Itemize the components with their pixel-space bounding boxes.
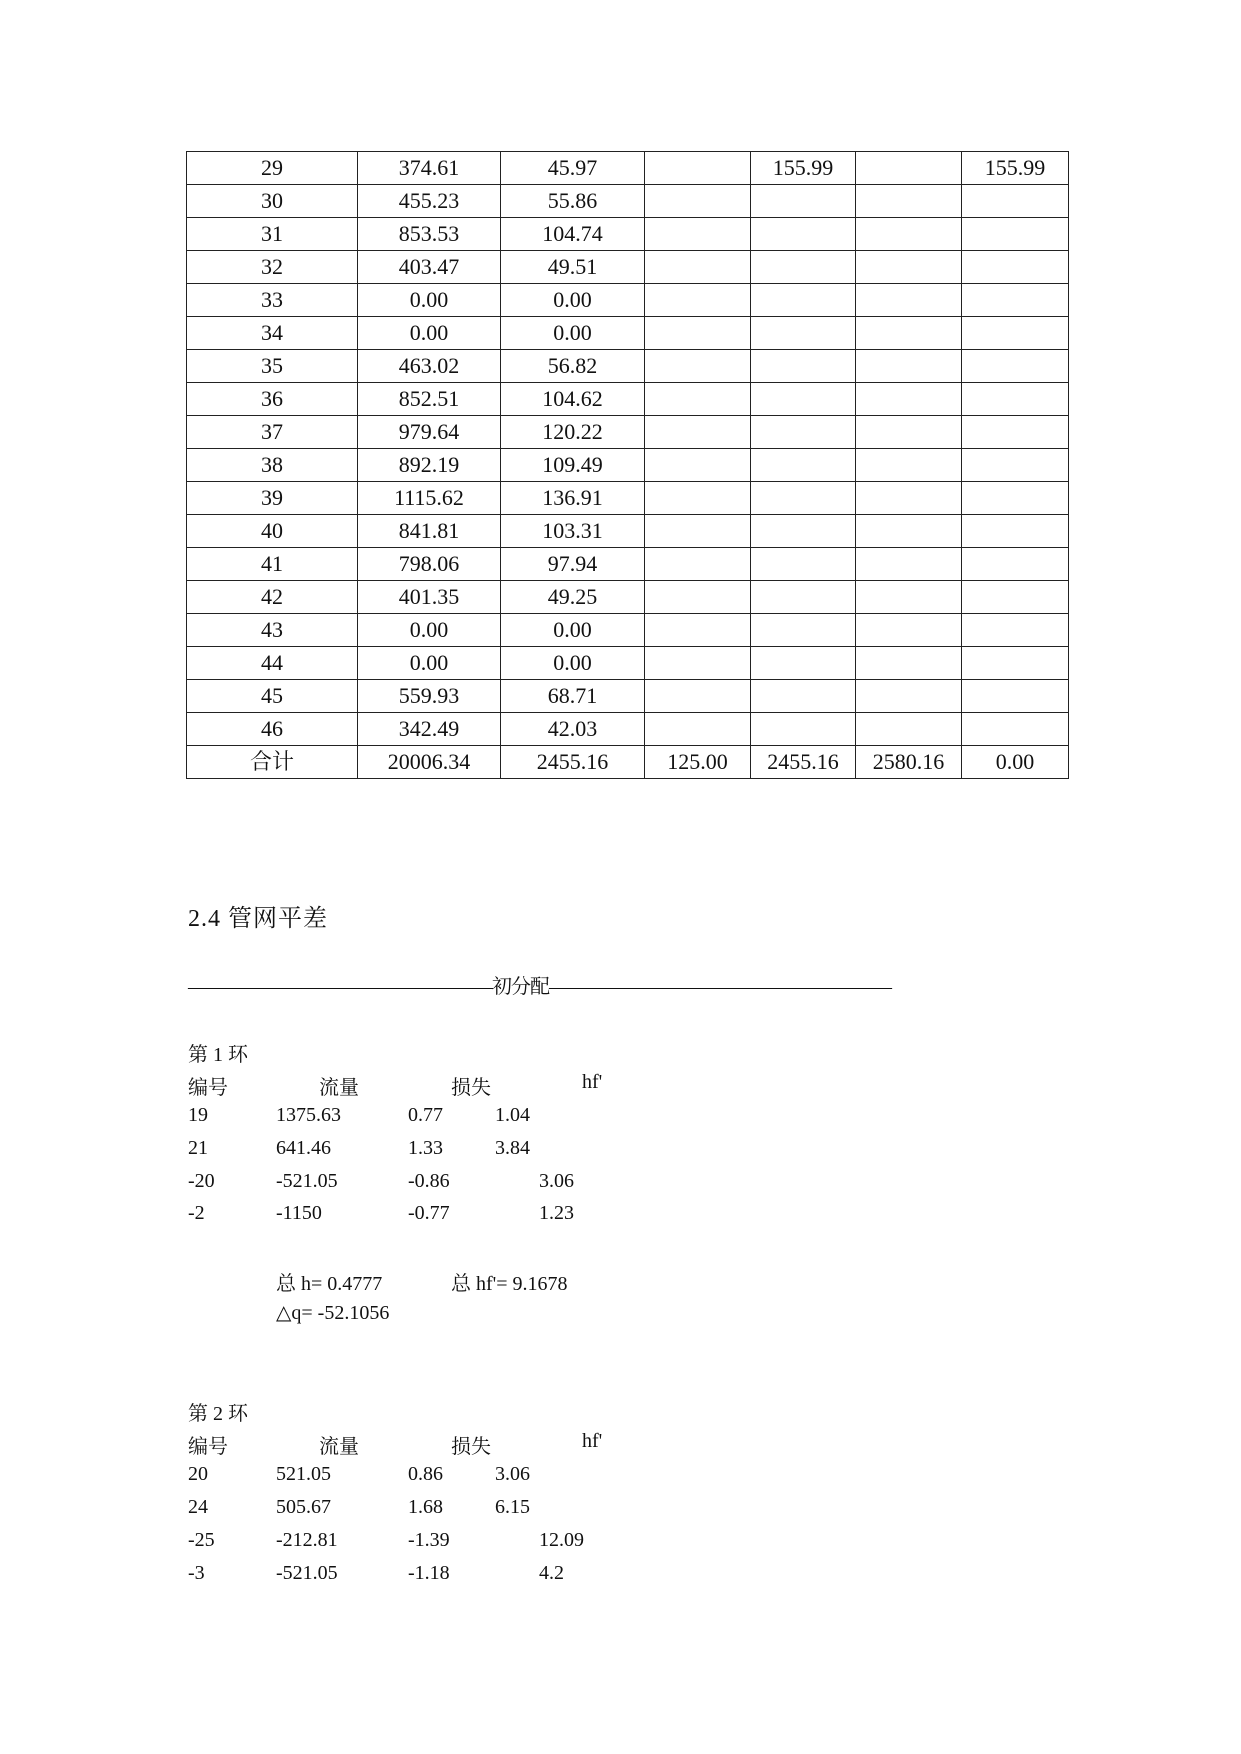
table-cell (751, 449, 856, 482)
loop-2-row-4-id: -3 (188, 1562, 205, 1584)
table-row (187, 647, 1069, 680)
table-cell (645, 548, 751, 581)
table-cell (645, 383, 751, 416)
table-cell (645, 251, 751, 284)
loop-1-row-4-loss: -0.77 (408, 1202, 450, 1224)
table-cell (751, 383, 856, 416)
loop-1-total-h: 总 h= 0.4777 (276, 1273, 383, 1295)
table-cell: 463.02 (358, 350, 501, 383)
loop-1-row-2-id: 21 (188, 1137, 208, 1159)
loop-2-row-2-flow: 505.67 (276, 1496, 331, 1518)
table-cell (645, 449, 751, 482)
table-cell (856, 218, 962, 251)
loop-1-row-1-hf: 1.04 (495, 1104, 530, 1126)
table-cell (962, 713, 1069, 746)
table-cell: 49.51 (501, 251, 645, 284)
loop-2-row-3-hf: 12.09 (539, 1529, 584, 1551)
loop-1-row-3-id: -20 (188, 1170, 215, 1192)
loop-1-row-1-flow: 1375.63 (276, 1104, 341, 1126)
table-cell: 49.25 (501, 581, 645, 614)
loop-2-row-2-hf: 6.15 (495, 1496, 530, 1518)
loop-2-row-4-loss: -1.18 (408, 1562, 450, 1584)
table-cell (645, 581, 751, 614)
table-cell (856, 284, 962, 317)
table-cell (645, 416, 751, 449)
table-cell (962, 680, 1069, 713)
table-cell (645, 713, 751, 746)
table-cell: 合计 (187, 746, 358, 779)
loop-1-row-2-flow: 641.46 (276, 1137, 331, 1159)
table-cell: 0.00 (962, 746, 1069, 779)
table-row (187, 482, 1069, 515)
table-cell (962, 647, 1069, 680)
loop-1-header-flow: 流量 (319, 1077, 359, 1099)
loop-2-row-3-loss: -1.39 (408, 1529, 450, 1551)
table-cell: 136.91 (501, 482, 645, 515)
table-cell (962, 515, 1069, 548)
table-cell (962, 482, 1069, 515)
loop-1-header-loss: 损失 (451, 1077, 491, 1099)
table-cell: 0.00 (501, 284, 645, 317)
table-cell (645, 614, 751, 647)
table-cell: 104.74 (501, 218, 645, 251)
table-cell: 34 (187, 317, 358, 350)
table-cell: 41 (187, 548, 358, 581)
table-cell (645, 284, 751, 317)
table-cell: 40 (187, 515, 358, 548)
table-cell: 55.86 (501, 185, 645, 218)
table-cell: 0.00 (501, 614, 645, 647)
table-cell: 46 (187, 713, 358, 746)
table-cell: 39 (187, 482, 358, 515)
table-row (187, 152, 1069, 185)
loop-2-row-1-id: 20 (188, 1463, 208, 1485)
table-cell: 125.00 (645, 746, 751, 779)
table-cell (751, 416, 856, 449)
table-cell (856, 449, 962, 482)
table-cell: 42 (187, 581, 358, 614)
table-cell: 38 (187, 449, 358, 482)
table-cell: 37 (187, 416, 358, 449)
loop-2-title: 第 2 环 (188, 1403, 248, 1425)
table-cell: 35 (187, 350, 358, 383)
table-cell: 29 (187, 152, 358, 185)
table-cell: 68.71 (501, 680, 645, 713)
loop-2-row-4-hf: 4.2 (539, 1562, 564, 1584)
loop-2-row-2-loss: 1.68 (408, 1496, 443, 1518)
table-cell (645, 317, 751, 350)
table-cell (856, 350, 962, 383)
table-cell: 44 (187, 647, 358, 680)
table-cell: 31 (187, 218, 358, 251)
table-cell (751, 515, 856, 548)
table-cell: 155.99 (751, 152, 856, 185)
table-cell: 97.94 (501, 548, 645, 581)
table-row (187, 680, 1069, 713)
table-cell (856, 647, 962, 680)
table-cell (751, 680, 856, 713)
table-row (187, 581, 1069, 614)
table-cell: 36 (187, 383, 358, 416)
table-cell: 45.97 (501, 152, 645, 185)
table-cell: 20006.34 (358, 746, 501, 779)
table-cell (962, 449, 1069, 482)
table-cell: 2455.16 (751, 746, 856, 779)
table-cell: 104.62 (501, 383, 645, 416)
table-row (187, 383, 1069, 416)
loop-1-row-4-flow: -1150 (276, 1202, 322, 1224)
loop-1-row-1-id: 19 (188, 1104, 208, 1126)
table-cell: 559.93 (358, 680, 501, 713)
table-cell (856, 581, 962, 614)
table-cell: 42.03 (501, 713, 645, 746)
loop-1-row-4-hf: 1.23 (539, 1202, 574, 1224)
table-cell: 0.00 (358, 284, 501, 317)
table-cell (962, 317, 1069, 350)
table-cell (856, 680, 962, 713)
table-cell (856, 416, 962, 449)
table-cell: 109.49 (501, 449, 645, 482)
loop-2-row-1-hf: 3.06 (495, 1463, 530, 1485)
loop-2-row-4-flow: -521.05 (276, 1562, 338, 1584)
table-cell (856, 383, 962, 416)
table-cell: 342.49 (358, 713, 501, 746)
loop-1-header-id: 编号 (188, 1077, 228, 1099)
table-cell: 853.53 (358, 218, 501, 251)
loop-2-row-1-flow: 521.05 (276, 1463, 331, 1485)
loop-2-header-loss: 损失 (451, 1436, 491, 1458)
table-cell (962, 581, 1069, 614)
table-cell (751, 284, 856, 317)
table-cell: 455.23 (358, 185, 501, 218)
table-cell: 155.99 (962, 152, 1069, 185)
table-row (187, 515, 1069, 548)
table-cell (751, 647, 856, 680)
table-cell (856, 548, 962, 581)
table-cell (856, 251, 962, 284)
table-cell: 374.61 (358, 152, 501, 185)
loop-1-row-2-loss: 1.33 (408, 1137, 443, 1159)
loop-1-row-1-loss: 0.77 (408, 1104, 443, 1126)
table-cell (751, 614, 856, 647)
table-cell: 0.00 (358, 317, 501, 350)
table-cell (962, 284, 1069, 317)
table-cell: 798.06 (358, 548, 501, 581)
table-cell: 120.22 (501, 416, 645, 449)
table-cell (645, 680, 751, 713)
loop-1-delta-q: △q= -52.1056 (276, 1302, 390, 1324)
table-cell: 841.81 (358, 515, 501, 548)
table-row (187, 449, 1069, 482)
table-cell: 0.00 (501, 317, 645, 350)
table-row (187, 284, 1069, 317)
loop-2-header-hf: hf' (582, 1430, 603, 1452)
table-cell: 2580.16 (856, 746, 962, 779)
loop-1-row-2-hf: 3.84 (495, 1137, 530, 1159)
table-cell (856, 713, 962, 746)
table-cell: 0.00 (358, 614, 501, 647)
table-cell (856, 152, 962, 185)
table-cell: 33 (187, 284, 358, 317)
loop-2-header-id: 编号 (188, 1436, 228, 1458)
table-cell (962, 383, 1069, 416)
table-cell (751, 482, 856, 515)
flow-table-body (187, 152, 1069, 779)
table-row (187, 548, 1069, 581)
table-cell: 892.19 (358, 449, 501, 482)
table-cell: 2455.16 (501, 746, 645, 779)
table-cell: 401.35 (358, 581, 501, 614)
table-cell (962, 218, 1069, 251)
table-row (187, 416, 1069, 449)
initial-distribution-divider: ————————————————初分配—————————————————— (188, 976, 891, 998)
loop-2-row-2-id: 24 (188, 1496, 208, 1518)
table-cell (856, 515, 962, 548)
table-cell (856, 317, 962, 350)
table-row (187, 218, 1069, 251)
table-cell (645, 185, 751, 218)
table-row (187, 614, 1069, 647)
table-cell (962, 614, 1069, 647)
loop-2-row-3-flow: -212.81 (276, 1529, 338, 1551)
table-cell (645, 482, 751, 515)
table-cell (856, 482, 962, 515)
table-cell: 0.00 (358, 647, 501, 680)
table-cell: 30 (187, 185, 358, 218)
table-cell (751, 251, 856, 284)
table-row (187, 350, 1069, 383)
table-cell: 979.64 (358, 416, 501, 449)
flow-table (186, 151, 1069, 779)
table-cell (751, 317, 856, 350)
table-cell: 1115.62 (358, 482, 501, 515)
loop-1-title: 第 1 环 (188, 1044, 248, 1066)
table-cell (751, 185, 856, 218)
table-cell (962, 251, 1069, 284)
table-row (187, 251, 1069, 284)
loop-2-row-3-id: -25 (188, 1529, 215, 1551)
table-row (187, 317, 1069, 350)
table-row (187, 746, 1069, 779)
loop-1-row-3-flow: -521.05 (276, 1170, 338, 1192)
table-cell: 103.31 (501, 515, 645, 548)
table-cell: 43 (187, 614, 358, 647)
loop-1-header-hf: hf' (582, 1071, 603, 1093)
table-cell: 45 (187, 680, 358, 713)
table-cell (962, 548, 1069, 581)
loop-1-row-3-hf: 3.06 (539, 1170, 574, 1192)
section-heading: 2.4 管网平差 (188, 906, 328, 932)
table-cell: 56.82 (501, 350, 645, 383)
loop-1-row-3-loss: -0.86 (408, 1170, 450, 1192)
table-row (187, 185, 1069, 218)
table-cell (645, 350, 751, 383)
loop-2-header-flow: 流量 (319, 1436, 359, 1458)
table-row (187, 713, 1069, 746)
loop-1-total-hf: 总 hf'= 9.1678 (451, 1273, 568, 1295)
table-cell (751, 581, 856, 614)
table-cell (645, 218, 751, 251)
table-cell (962, 350, 1069, 383)
loop-1-row-4-id: -2 (188, 1202, 205, 1224)
loop-2-row-1-loss: 0.86 (408, 1463, 443, 1485)
table-cell: 0.00 (501, 647, 645, 680)
table-cell (751, 713, 856, 746)
table-cell (645, 152, 751, 185)
table-cell (962, 416, 1069, 449)
table-cell (856, 614, 962, 647)
table-cell (751, 548, 856, 581)
table-cell (645, 515, 751, 548)
table-cell (856, 185, 962, 218)
table-cell: 403.47 (358, 251, 501, 284)
table-cell (751, 350, 856, 383)
table-cell: 32 (187, 251, 358, 284)
table-cell (645, 647, 751, 680)
table-cell: 852.51 (358, 383, 501, 416)
table-cell (751, 218, 856, 251)
table-cell (962, 185, 1069, 218)
